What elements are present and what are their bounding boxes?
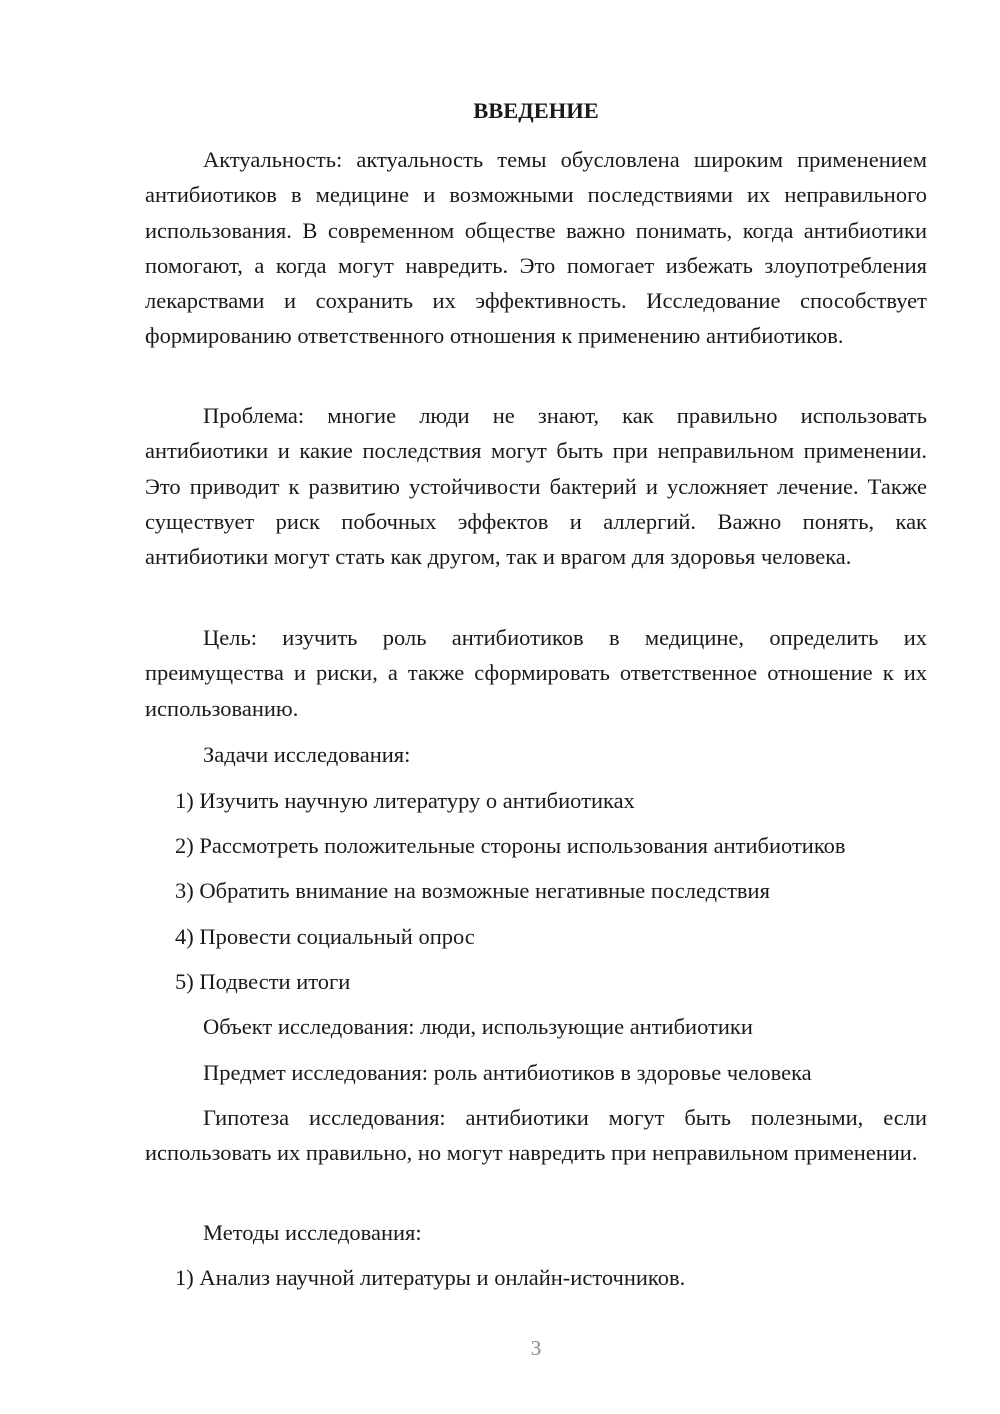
goal-paragraph: Цель: изучить роль антибиотиков в медицине, определить их преимущества и риски, а также сформировать ответственное отношение к их использованию.: [145, 625, 927, 721]
page-title: ВВЕДЕНИЕ: [473, 98, 599, 123]
actuality-paragraph: Актуальность: актуальность темы обусловлена широким применением антибиотиков в медицине и возможными последствиями их неправильного использования. В современном обществе важно понимать, когда антибиотики помогают, а когда могут навредить. Это помогает избежать злоупотребления лекарствами и сохранить их эффективность. Исследование способствует формированию ответственного отношения к применению антибиотиков.: [145, 147, 927, 349]
list-item: 5) Подвести итоги: [175, 969, 351, 994]
list-item: 2) Рассмотреть положительные стороны использования антибиотиков: [175, 833, 846, 858]
list-item: 1) Анализ научной литературы и онлайн-источников.: [175, 1265, 686, 1290]
methods-heading: Методы исследования:: [203, 1220, 422, 1245]
object-line: Объект исследования: люди, использующие антибиотики: [203, 1014, 753, 1039]
tasks-heading: Задачи исследования:: [203, 742, 411, 767]
subject-line: Предмет исследования: роль антибиотиков в здоровье человека: [203, 1060, 812, 1085]
page-number: 3: [530, 1336, 542, 1360]
list-item: 4) Провести социальный опрос: [175, 924, 475, 949]
list-item: 3) Обратить внимание на возможные негативные последствия: [175, 878, 770, 903]
list-item: 1) Изучить научную литературу о антибиотиках: [175, 788, 635, 813]
hypothesis-paragraph: Гипотеза исследования: антибиотики могут быть полезными, если использовать их правильно, но могут навредить при неправильном применении.: [145, 1105, 927, 1166]
problem-paragraph: Проблема: многие люди не знают, как правильно использовать антибиотики и какие последствия могут быть при неправильном применении. Это приводит к развитию устойчивости бактерий и усложняет лечение. Также существует риск побочных эффектов и аллергий. Важно понять, как антибиотики могут стать как другом, так и врагом для здоровья человека.: [145, 403, 927, 570]
